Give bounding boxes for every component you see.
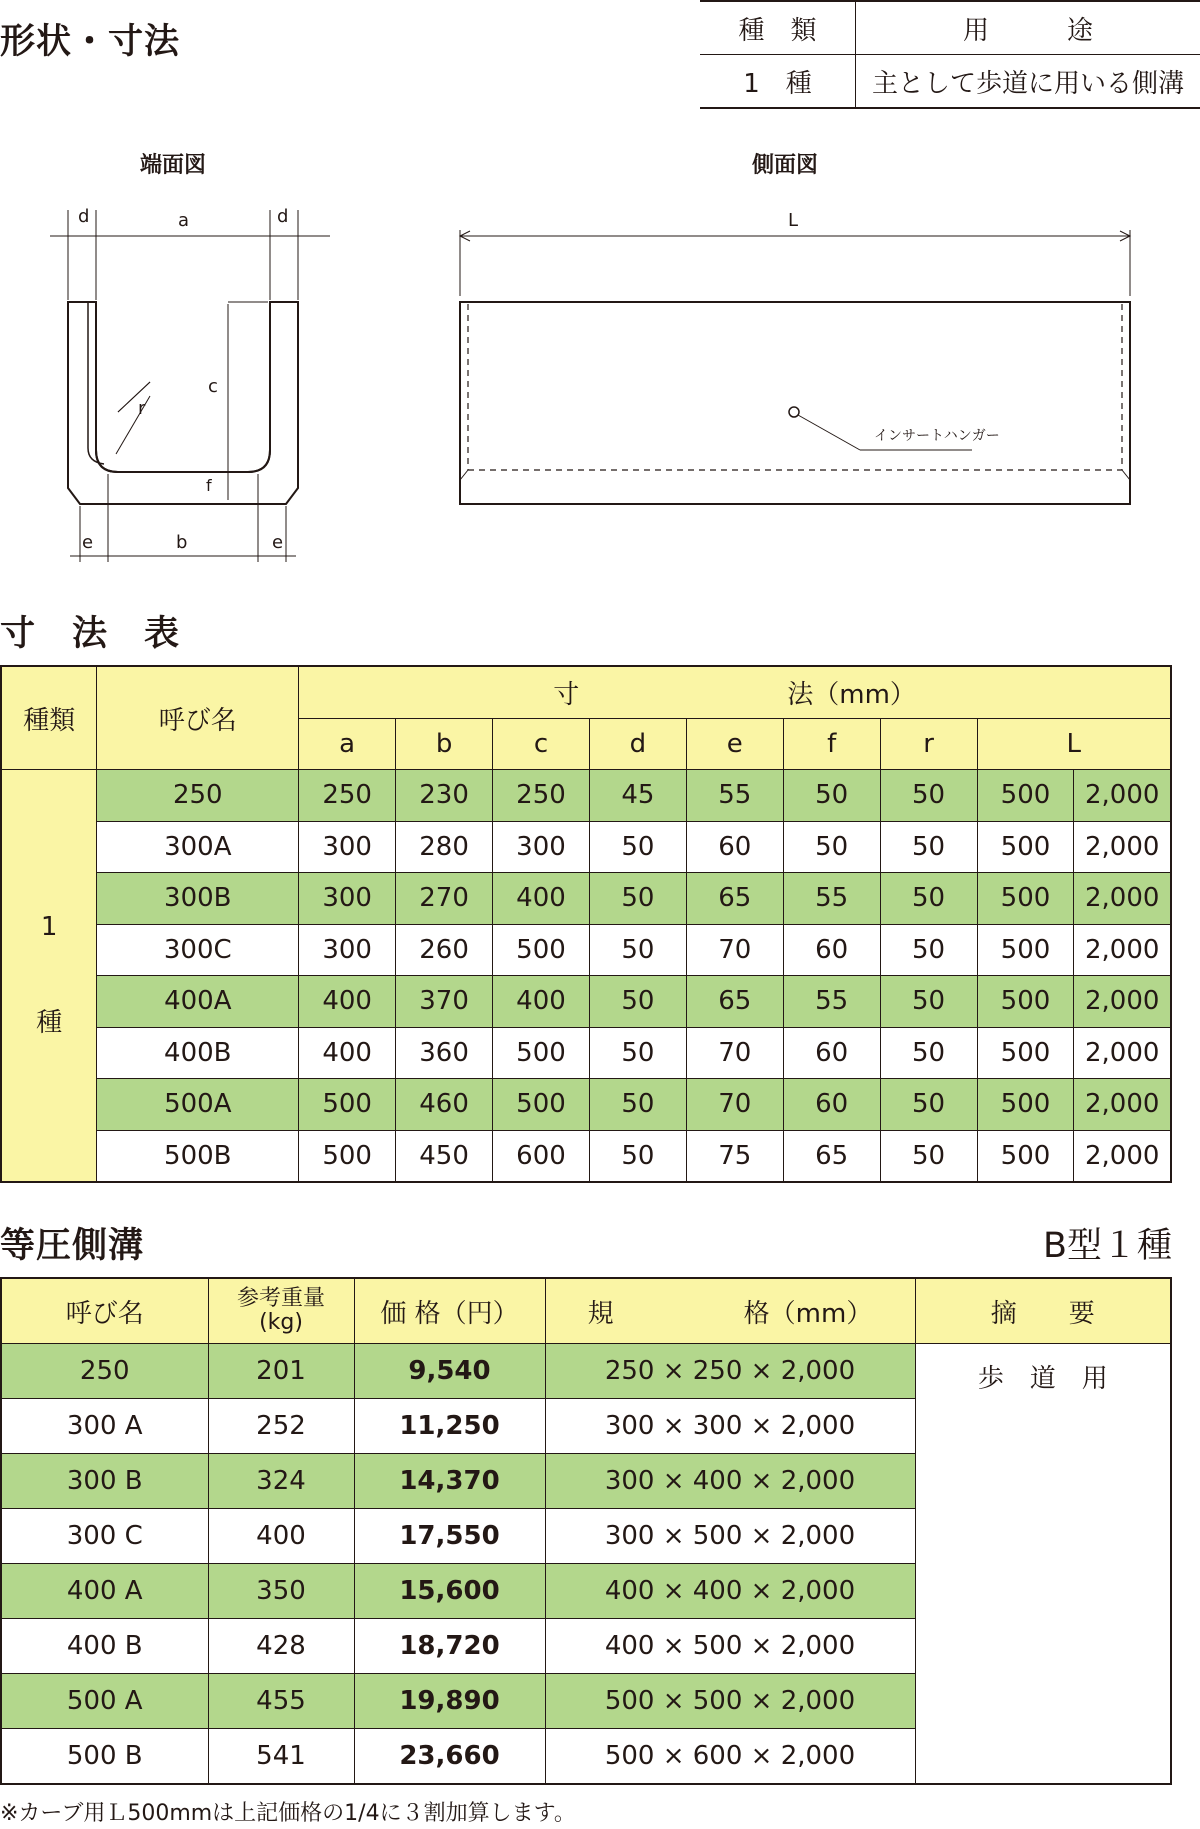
dims-cell-a: 400 [299, 1027, 396, 1079]
price-col-price: 価 格（円） [354, 1278, 545, 1344]
dims-cell-f: 50 [783, 770, 880, 822]
dims-type-kind: 種 [36, 1008, 63, 1038]
dims-cell-name: 500B [97, 1130, 299, 1182]
dims-table [0, 665, 1172, 1183]
dims-cell-a: 300 [299, 924, 396, 976]
dims-cell-f: 65 [783, 1130, 880, 1182]
dims-row [1, 1027, 1171, 1079]
dims-cell-d: 50 [589, 976, 686, 1028]
dims-cell-name: 300A [97, 821, 299, 873]
dims-cell-c: 400 [493, 976, 590, 1028]
dims-cell-r: 50 [880, 873, 977, 925]
dims-cell-L1: 500 [977, 1079, 1074, 1131]
dims-cell-f: 55 [783, 976, 880, 1028]
dims-sub-r: r [880, 718, 977, 770]
dims-cell-c: 600 [493, 1130, 590, 1182]
price-col-name: 呼び名 [1, 1278, 208, 1344]
price-cell-spec: 300 × 500 × 2,000 [545, 1509, 915, 1564]
price-cell-spec: 400 × 500 × 2,000 [545, 1619, 915, 1674]
dims-cell-r: 50 [880, 924, 977, 976]
dims-cell-c: 400 [493, 873, 590, 925]
dims-sub-c: c [493, 718, 590, 770]
dims-cell-d: 50 [589, 924, 686, 976]
insert-hanger-label: インサートハンガー [874, 428, 1000, 444]
dims-sub-f: f [783, 718, 880, 770]
price-cell-spec: 300 × 400 × 2,000 [545, 1454, 915, 1509]
dims-cell-c: 250 [493, 770, 590, 822]
dims-cell-L1: 500 [977, 1027, 1074, 1079]
dims-row [1, 770, 1171, 822]
dims-cell-r: 50 [880, 770, 977, 822]
usage-table [700, 0, 1200, 109]
dims-row [1, 821, 1171, 873]
dims-cell-f: 60 [783, 924, 880, 976]
dims-cell-c: 500 [493, 924, 590, 976]
price-cell-spec: 250 × 250 × 2,000 [545, 1344, 915, 1399]
price-cell-name: 300 A [1, 1399, 208, 1454]
dims-cell-name: 250 [97, 770, 299, 822]
price-col-weight [208, 1278, 354, 1344]
dims-row [1, 924, 1171, 976]
dims-cell-L2: 2,000 [1074, 976, 1171, 1028]
dims-row [1, 873, 1171, 925]
price-cell-spec: 500 × 500 × 2,000 [545, 1674, 915, 1729]
dims-cell-L2: 2,000 [1074, 1079, 1171, 1131]
dims-cell-r: 50 [880, 976, 977, 1028]
side-view-title: 側面図 [752, 153, 819, 178]
dims-col-type: 種類 [1, 666, 97, 770]
end-view-drawing [0, 200, 340, 570]
usage-description: 主として歩道に用いる側溝 [856, 55, 1200, 109]
dims-cell-r: 50 [880, 1027, 977, 1079]
price-cell-spec: 400 × 400 × 2,000 [545, 1564, 915, 1619]
dims-cell-a: 500 [299, 1130, 396, 1182]
dims-cell-e: 65 [686, 873, 783, 925]
price-cell-weight: 428 [208, 1619, 354, 1674]
price-cell-name: 400 A [1, 1564, 208, 1619]
price-cell-spec: 300 × 300 × 2,000 [545, 1399, 915, 1454]
price-cell-price: 9,540 [354, 1344, 545, 1399]
label-e-right: e [272, 532, 284, 553]
dims-cell-L1: 500 [977, 924, 1074, 976]
dims-header: 寸 法（mm） [299, 666, 1171, 718]
price-cell-weight: 252 [208, 1399, 354, 1454]
price-cell-name: 300 C [1, 1509, 208, 1564]
dims-cell-f: 60 [783, 1079, 880, 1131]
dims-row [1, 976, 1171, 1028]
dims-cell-e: 75 [686, 1130, 783, 1182]
dims-cell-e: 60 [686, 821, 783, 873]
dims-cell-c: 500 [493, 1027, 590, 1079]
dims-cell-b: 230 [396, 770, 493, 822]
price-cell-weight: 400 [208, 1509, 354, 1564]
dims-cell-b: 280 [396, 821, 493, 873]
usage-header-type: 種 類 [700, 1, 856, 55]
dims-cell-r: 50 [880, 821, 977, 873]
dims-cell-L1: 500 [977, 1130, 1074, 1182]
dims-cell-f: 60 [783, 1027, 880, 1079]
price-cell-spec: 500 × 600 × 2,000 [545, 1729, 915, 1785]
dims-cell-r: 50 [880, 1130, 977, 1182]
dims-row [1, 1130, 1171, 1182]
dims-cell-d: 50 [589, 1079, 686, 1131]
side-view-drawing [440, 200, 1140, 520]
label-e-left: e [82, 532, 94, 553]
dims-sub-L: L [977, 718, 1171, 770]
price-cell-name: 500 B [1, 1729, 208, 1785]
dims-cell-e: 55 [686, 770, 783, 822]
dims-cell-b: 370 [396, 976, 493, 1028]
price-cell-price: 14,370 [354, 1454, 545, 1509]
dims-cell-b: 450 [396, 1130, 493, 1182]
dims-cell-b: 260 [396, 924, 493, 976]
dims-cell-e: 70 [686, 1079, 783, 1131]
end-view-title: 端面図 [140, 153, 207, 178]
dims-cell-name: 400B [97, 1027, 299, 1079]
label-d-left: d [78, 206, 90, 227]
label-d-right: d [277, 206, 289, 227]
dims-cell-name: 500A [97, 1079, 299, 1131]
dims-row [1, 1079, 1171, 1131]
dims-title: 寸 法 表 [0, 614, 181, 654]
dims-cell-r: 50 [880, 1079, 977, 1131]
label-a: a [178, 210, 190, 231]
dims-cell-L2: 2,000 [1074, 1027, 1171, 1079]
dims-cell-d: 45 [589, 770, 686, 822]
price-row [1, 1344, 1171, 1399]
price-cell-weight: 201 [208, 1344, 354, 1399]
dims-sub-e: e [686, 718, 783, 770]
price-col-weight-unit: (kg) [259, 1310, 303, 1335]
price-cell-weight: 324 [208, 1454, 354, 1509]
dims-cell-L2: 2,000 [1074, 770, 1171, 822]
usage-header-use: 用 途 [856, 1, 1200, 55]
price-cell-price: 18,720 [354, 1619, 545, 1674]
dims-cell-L2: 2,000 [1074, 873, 1171, 925]
label-r: r [138, 398, 146, 419]
label-b: b [176, 532, 188, 553]
dims-cell-f: 50 [783, 821, 880, 873]
dims-cell-e: 70 [686, 1027, 783, 1079]
dims-cell-name: 300C [97, 924, 299, 976]
price-cell-name: 500 A [1, 1674, 208, 1729]
price-cell-weight: 455 [208, 1674, 354, 1729]
dims-sub-a: a [299, 718, 396, 770]
dims-cell-d: 50 [589, 873, 686, 925]
price-cell-price: 19,890 [354, 1674, 545, 1729]
dims-cell-a: 400 [299, 976, 396, 1028]
dims-cell-b: 270 [396, 873, 493, 925]
price-cell-weight: 350 [208, 1564, 354, 1619]
dims-cell-e: 70 [686, 924, 783, 976]
dims-cell-b: 460 [396, 1079, 493, 1131]
usage-type: 1 種 [700, 55, 856, 109]
dims-cell-e: 65 [686, 976, 783, 1028]
dims-cell-L1: 500 [977, 770, 1074, 822]
price-cell-price: 17,550 [354, 1509, 545, 1564]
dims-type-number: 1 [40, 912, 58, 942]
dims-cell-a: 300 [299, 821, 396, 873]
dims-cell-c: 300 [493, 821, 590, 873]
dims-cell-b: 360 [396, 1027, 493, 1079]
label-f: f [206, 476, 212, 495]
label-L: L [788, 210, 799, 231]
dims-cell-a: 500 [299, 1079, 396, 1131]
price-note: 歩 道 用 [915, 1344, 1171, 1785]
shape-title: 形状・寸法 [0, 22, 181, 62]
price-subtitle: B型１種 [1042, 1226, 1172, 1266]
price-cell-price: 11,250 [354, 1399, 545, 1454]
price-table [0, 1277, 1172, 1785]
dims-cell-a: 300 [299, 873, 396, 925]
price-title: 等圧側溝 [0, 1226, 145, 1266]
dims-cell-a: 250 [299, 770, 396, 822]
price-cell-price: 23,660 [354, 1729, 545, 1785]
price-cell-name: 300 B [1, 1454, 208, 1509]
dims-type-cell [1, 770, 97, 1183]
price-col-note: 摘 要 [915, 1278, 1171, 1344]
label-c: c [208, 376, 218, 397]
price-col-spec: 規 格（mm） [545, 1278, 915, 1344]
price-cell-name: 400 B [1, 1619, 208, 1674]
dims-cell-L1: 500 [977, 821, 1074, 873]
dims-col-name: 呼び名 [97, 666, 299, 770]
dims-cell-f: 55 [783, 873, 880, 925]
dims-sub-d: d [589, 718, 686, 770]
dims-cell-L2: 2,000 [1074, 924, 1171, 976]
price-cell-weight: 541 [208, 1729, 354, 1785]
dims-cell-name: 300B [97, 873, 299, 925]
dims-cell-d: 50 [589, 1027, 686, 1079]
dims-cell-L2: 2,000 [1074, 1130, 1171, 1182]
price-col-weight-label: 参考重量 [236, 1286, 325, 1311]
dims-cell-L1: 500 [977, 873, 1074, 925]
dims-cell-name: 400A [97, 976, 299, 1028]
dims-cell-c: 500 [493, 1079, 590, 1131]
dims-sub-b: b [396, 718, 493, 770]
price-cell-price: 15,600 [354, 1564, 545, 1619]
dims-cell-L1: 500 [977, 976, 1074, 1028]
dims-cell-d: 50 [589, 1130, 686, 1182]
dims-cell-d: 50 [589, 821, 686, 873]
dims-cell-L2: 2,000 [1074, 821, 1171, 873]
price-cell-name: 250 [1, 1344, 208, 1399]
footnote: ※カーブ用Ｌ500mmは上記価格の1/4に３割加算します。 [0, 1801, 576, 1826]
